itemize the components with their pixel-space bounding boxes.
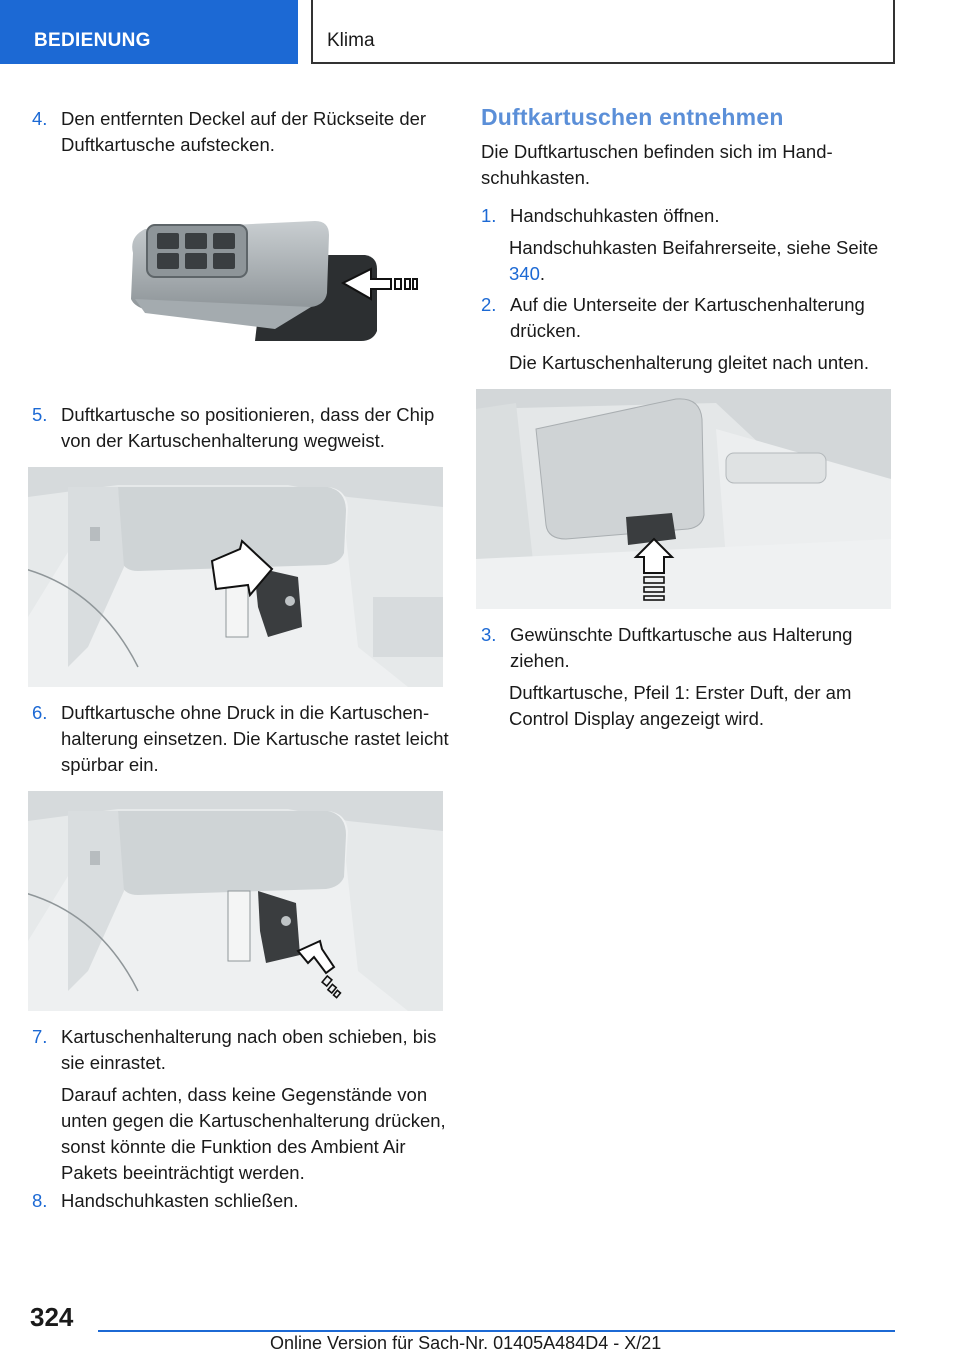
step-text: Gewünschte Duftkartusche aus Halterung ziehen. (510, 624, 853, 671)
step-text: Kartuschenhalterung nach oben schieben, bis sie einrastet. (61, 1026, 437, 1073)
chapter-title: Klima (327, 30, 375, 51)
chapter-tab (311, 0, 895, 64)
step-text: Auf die Unterseite der Kartuschenhalterung drücken. (510, 294, 865, 341)
section-title: BEDIENUNG (34, 30, 151, 51)
step-text: Handschuhkasten schließen. (61, 1190, 299, 1211)
step-3-note: Duftkartusche, Pfeil 1: Erster Duft, der am Control Display angezeigt wird. (509, 682, 852, 729)
online-version-text: Online Version für Sach-Nr. 01405A484D4 - X/21 (270, 1333, 662, 1353)
step-number: 1. (481, 205, 497, 226)
step-number: 4. (32, 108, 48, 129)
step-number: 3. (481, 624, 497, 645)
step-number: 7. (32, 1026, 48, 1047)
step-text: Duftkartusche ohne Druck in die Kartuschenhalterung einsetzen. Die Kartusche rastet leicht spürbar ein. (61, 702, 449, 775)
page-reference-link[interactable]: 340 (509, 263, 540, 284)
step-number: 5. (32, 404, 48, 425)
figure-holder-slides-down (476, 389, 891, 609)
step-2-note: Die Kartuschenhalterung gleitet nach unten. (509, 352, 869, 373)
section-heading: Duftkartuschen entnehmen (481, 104, 784, 130)
step-1-note-text: Handschuhkasten Beifahrerseite, siehe Seite (509, 237, 879, 258)
figure-position-cartridge (28, 467, 443, 687)
footer-divider (98, 1330, 895, 1332)
step-1-note (509, 235, 879, 287)
step-number: 8. (32, 1190, 48, 1211)
intro-text: Die Duftkartuschen befinden sich im Handschuhkasten. (481, 141, 833, 188)
step-text: Handschuhkasten öffnen. (510, 205, 720, 226)
step-1-note-end: . (539, 263, 546, 284)
section-tab (0, 0, 298, 64)
figure-cartridge-cover (115, 213, 425, 355)
page-number: 324 (30, 1302, 74, 1332)
figure-insert-cartridge (28, 791, 443, 1011)
step-number: 2. (481, 294, 497, 315)
step-text: Duftkartusche so positionieren, dass der Chip von der Kartuschenhalterung wegweist. (61, 404, 435, 451)
step-text: Den entfernten Deckel auf der Rückseite der Duftkartusche aufstecken. (61, 108, 427, 155)
step-number: 6. (32, 702, 48, 723)
step-7-note: Darauf achten, dass keine Gegenstände von unten gegen die Kartuschenhalterung drücken, sonst könnte die Funktion des Ambient Air Pakets beeinträchtigt werden. (61, 1084, 446, 1183)
